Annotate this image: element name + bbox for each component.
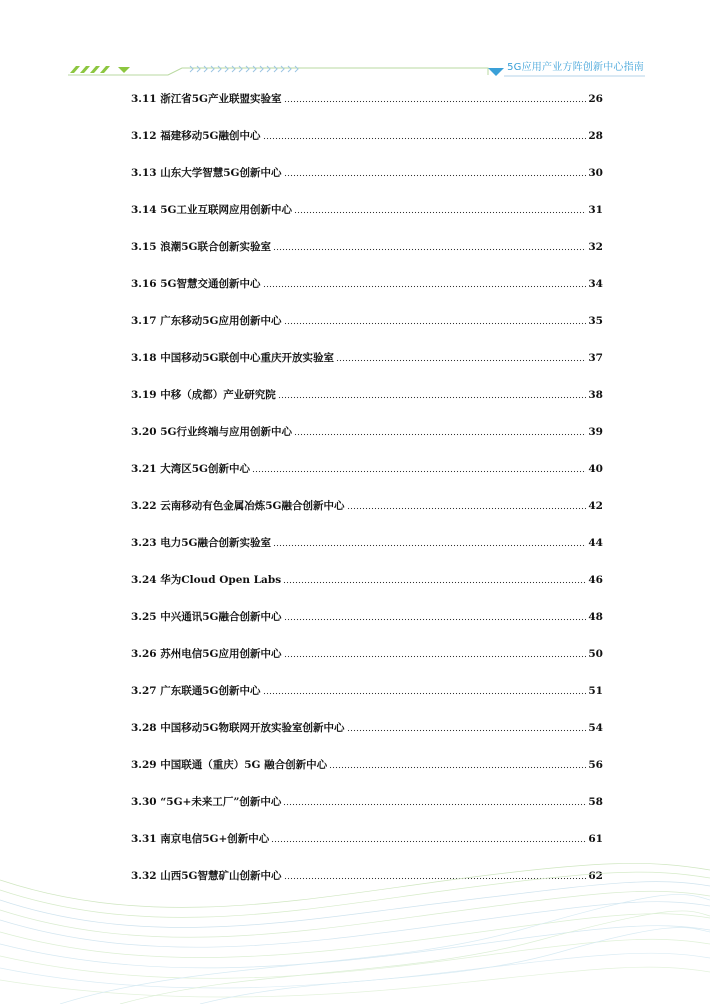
toc-entry-page: 62 <box>588 870 603 882</box>
triangle-marker <box>118 67 130 73</box>
toc-entry-page: 58 <box>588 796 603 808</box>
toc-entry-title: 3.32 山西5G智慧矿山创新中心 <box>131 870 282 882</box>
toc-entry-title: 3.12 福建移动5G融创中心 <box>131 130 261 142</box>
toc-entry-page: 46 <box>588 574 603 586</box>
toc-entry[interactable] <box>131 499 603 513</box>
toc-entry[interactable] <box>131 610 603 624</box>
toc-entry-title: 3.24 华为Cloud Open Labs <box>131 574 282 586</box>
toc-entry-page: 40 <box>588 463 603 475</box>
toc-entry-title: 3.20 5G行业终端与应用创新中心 <box>131 426 293 438</box>
toc-entry[interactable] <box>131 536 603 550</box>
dot-leader <box>329 766 586 769</box>
toc-entry[interactable] <box>131 388 603 402</box>
toc-entry-page: 26 <box>588 93 603 105</box>
toc-entry-title: 3.13 山东大学智慧5G创新中心 <box>131 167 282 179</box>
page-header <box>0 56 710 86</box>
toc-entry-page: 56 <box>588 759 603 771</box>
toc-entry-title: 3.29 中国联通（重庆）5G 融合创新中心 <box>131 759 328 771</box>
toc-entry-title: 3.31 南京电信5G+创新中心 <box>131 833 270 845</box>
toc-entry[interactable] <box>131 462 603 476</box>
toc-entry-page: 35 <box>588 315 603 327</box>
toc-entry-page: 44 <box>588 537 603 549</box>
toc-entry-page: 61 <box>588 833 603 845</box>
dot-leader <box>273 544 586 547</box>
toc-entry[interactable] <box>131 684 603 698</box>
dot-leader <box>273 248 586 251</box>
toc-entry-title: 3.16 5G智慧交通创新中心 <box>131 278 261 290</box>
toc-entry[interactable] <box>131 92 603 106</box>
dot-leader <box>263 285 587 288</box>
toc-entry-page: 37 <box>588 352 603 364</box>
toc-entry-page: 30 <box>588 167 603 179</box>
dot-leader <box>347 507 587 510</box>
toc-entry-title: 3.18 中国移动5G联创中心重庆开放实验室 <box>131 352 335 364</box>
toc-entry[interactable] <box>131 166 603 180</box>
header-title: 5G应用产业方阵创新中心指南 <box>507 62 644 73</box>
dot-leader <box>284 100 587 103</box>
toc-entry-title: 3.23 电力5G融合创新实验室 <box>131 537 272 549</box>
toc-entry[interactable] <box>131 721 603 735</box>
toc-entry-page: 32 <box>588 241 603 253</box>
blue-triangle-marker <box>488 68 504 76</box>
toc-entry[interactable] <box>131 240 603 254</box>
toc-entry-title: 3.26 苏州电信5G应用创新中心 <box>131 648 282 660</box>
toc-entry[interactable] <box>131 573 603 587</box>
toc-entry-title: 3.21 大湾区5G创新中心 <box>131 463 251 475</box>
toc-entry-title: 3.28 中国移动5G物联网开放实验室创新中心 <box>131 722 345 734</box>
toc-entry-page: 42 <box>588 500 603 512</box>
dot-leader <box>283 803 586 806</box>
green-stripes-decoration <box>70 66 110 73</box>
dot-leader <box>252 470 586 473</box>
dot-leader <box>336 359 586 362</box>
toc-entry-title: 3.17 广东移动5G应用创新中心 <box>131 315 282 327</box>
toc-entry-page: 28 <box>588 130 603 142</box>
toc-entry-title: 3.11 浙江省5G产业联盟实验室 <box>131 93 282 105</box>
header-line <box>68 68 488 75</box>
toc-entry-page: 38 <box>588 389 603 401</box>
dot-leader <box>284 618 587 621</box>
toc-entry[interactable] <box>131 314 603 328</box>
dot-leader <box>283 581 586 584</box>
dot-leader <box>294 433 586 436</box>
toc-entry[interactable] <box>131 351 603 365</box>
decorative-wave-lines <box>0 840 710 1004</box>
toc-entry[interactable] <box>131 795 603 809</box>
toc-entry-title: 3.27 广东联通5G创新中心 <box>131 685 261 697</box>
dot-leader <box>278 396 587 399</box>
toc-entry[interactable] <box>131 129 603 143</box>
toc-entry[interactable] <box>131 758 603 772</box>
toc-entry-page: 34 <box>588 278 603 290</box>
toc-entry-title: 3.22 云南移动有色金属冶炼5G融合创新中心 <box>131 500 345 512</box>
toc-entry[interactable] <box>131 647 603 661</box>
toc-entry-page: 51 <box>588 685 603 697</box>
toc-entry-title: 3.19 中移（成都）产业研究院 <box>131 389 276 401</box>
toc-entry[interactable] <box>131 425 603 439</box>
dot-leader <box>284 174 587 177</box>
toc-entry-page: 50 <box>588 648 603 660</box>
toc-entry[interactable] <box>131 277 603 291</box>
dot-leader <box>284 655 587 658</box>
dot-leader <box>263 137 587 140</box>
toc-entry-page: 48 <box>588 611 603 623</box>
toc-entry-title: 3.14 5G工业互联网应用创新中心 <box>131 204 293 216</box>
toc-entry-page: 31 <box>588 204 603 216</box>
toc-entry-page: 54 <box>588 722 603 734</box>
dot-leader <box>263 692 587 695</box>
toc-entry-page: 39 <box>588 426 603 438</box>
dot-leader <box>347 729 587 732</box>
toc-entry-title: 3.25 中兴通讯5G融合创新中心 <box>131 611 282 623</box>
dot-leader <box>284 322 587 325</box>
dot-leader <box>294 211 586 214</box>
toc-entry-title: 3.30 “5G+未来工厂”创新中心 <box>131 796 282 808</box>
chevron-row-decoration <box>190 66 298 72</box>
toc-entry-title: 3.15 浪潮5G联合创新实验室 <box>131 241 272 253</box>
toc-entry[interactable] <box>131 203 603 217</box>
